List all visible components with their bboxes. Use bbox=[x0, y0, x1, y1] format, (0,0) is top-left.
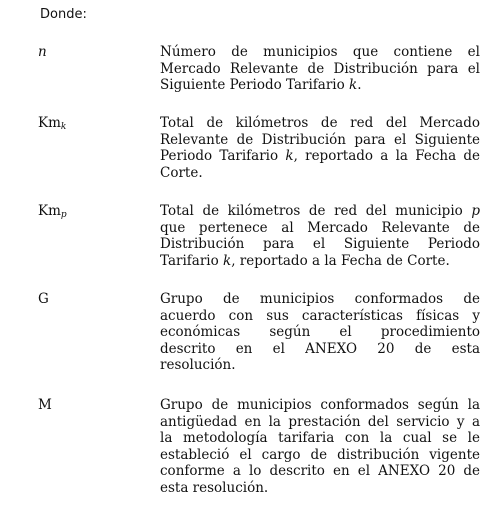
symbol-subscript: k bbox=[60, 122, 67, 132]
definition-line: Total de kilómetros de red del municipio p bbox=[160, 203, 480, 219]
definition-line: Relevante de Distribución para el Siguiente bbox=[160, 131, 480, 148]
definition-line: Siguiente Periodo Tarifario k. bbox=[160, 77, 362, 93]
symbol-main: Km bbox=[38, 115, 61, 131]
definition-text bbox=[160, 291, 480, 374]
definition-line: descrito en el ANEXO 20 de esta bbox=[160, 340, 480, 357]
definition-line: Total de kilómetros de red del Mercado bbox=[160, 115, 480, 131]
definition-line: económicas según el procedimiento bbox=[160, 324, 480, 340]
symbol-main: M bbox=[38, 397, 52, 413]
definition-line: la metodología tarifaria con la cual se le bbox=[160, 430, 480, 446]
definition-line: Periodo Tarifario k, reportado a la Fecha de bbox=[160, 148, 481, 164]
symbol-m bbox=[38, 397, 52, 414]
definition-text bbox=[160, 397, 480, 496]
definition-line: esta resolución. bbox=[160, 479, 269, 496]
definition-line: conforme a lo descrito en el ANEXO 20 de bbox=[160, 463, 480, 479]
definition-line: Mercado Relevante de Distribución para el bbox=[160, 60, 480, 77]
definition-line: que pertenece al Mercado Relevante de bbox=[160, 219, 480, 236]
definition-line: Corte. bbox=[160, 164, 203, 181]
definition-text bbox=[160, 115, 480, 181]
definition-line: Tarifario k, reportado a la Fecha de Corte. bbox=[160, 252, 450, 269]
symbol-main: G bbox=[38, 291, 49, 307]
definition-text bbox=[160, 203, 480, 269]
definition-line: antigüedad en la prestación del servicio y a bbox=[160, 413, 480, 430]
definition-line: acuerdo con sus características físicas y bbox=[160, 307, 480, 324]
definition-line: Grupo de municipios conformados de bbox=[160, 291, 480, 307]
symbol-km-k bbox=[38, 115, 66, 132]
symbol-g bbox=[38, 291, 49, 308]
definition-line: estableció el cargo de distribución vigente bbox=[160, 446, 480, 463]
definition-line: Número de municipios que contiene el bbox=[160, 44, 480, 60]
symbol-main: n bbox=[38, 44, 47, 60]
definition-text bbox=[160, 44, 480, 94]
symbol-main: Km bbox=[38, 203, 61, 219]
definition-line: resolución. bbox=[160, 357, 236, 373]
symbol-n bbox=[38, 44, 47, 61]
definition-line: Distribución para el Siguiente Periodo bbox=[160, 236, 480, 252]
definition-line: Grupo de municipios conformados según la bbox=[160, 397, 480, 413]
intro-label: Donde: bbox=[40, 7, 87, 22]
symbol-subscript: p bbox=[60, 210, 67, 220]
symbol-km-p bbox=[38, 203, 67, 220]
